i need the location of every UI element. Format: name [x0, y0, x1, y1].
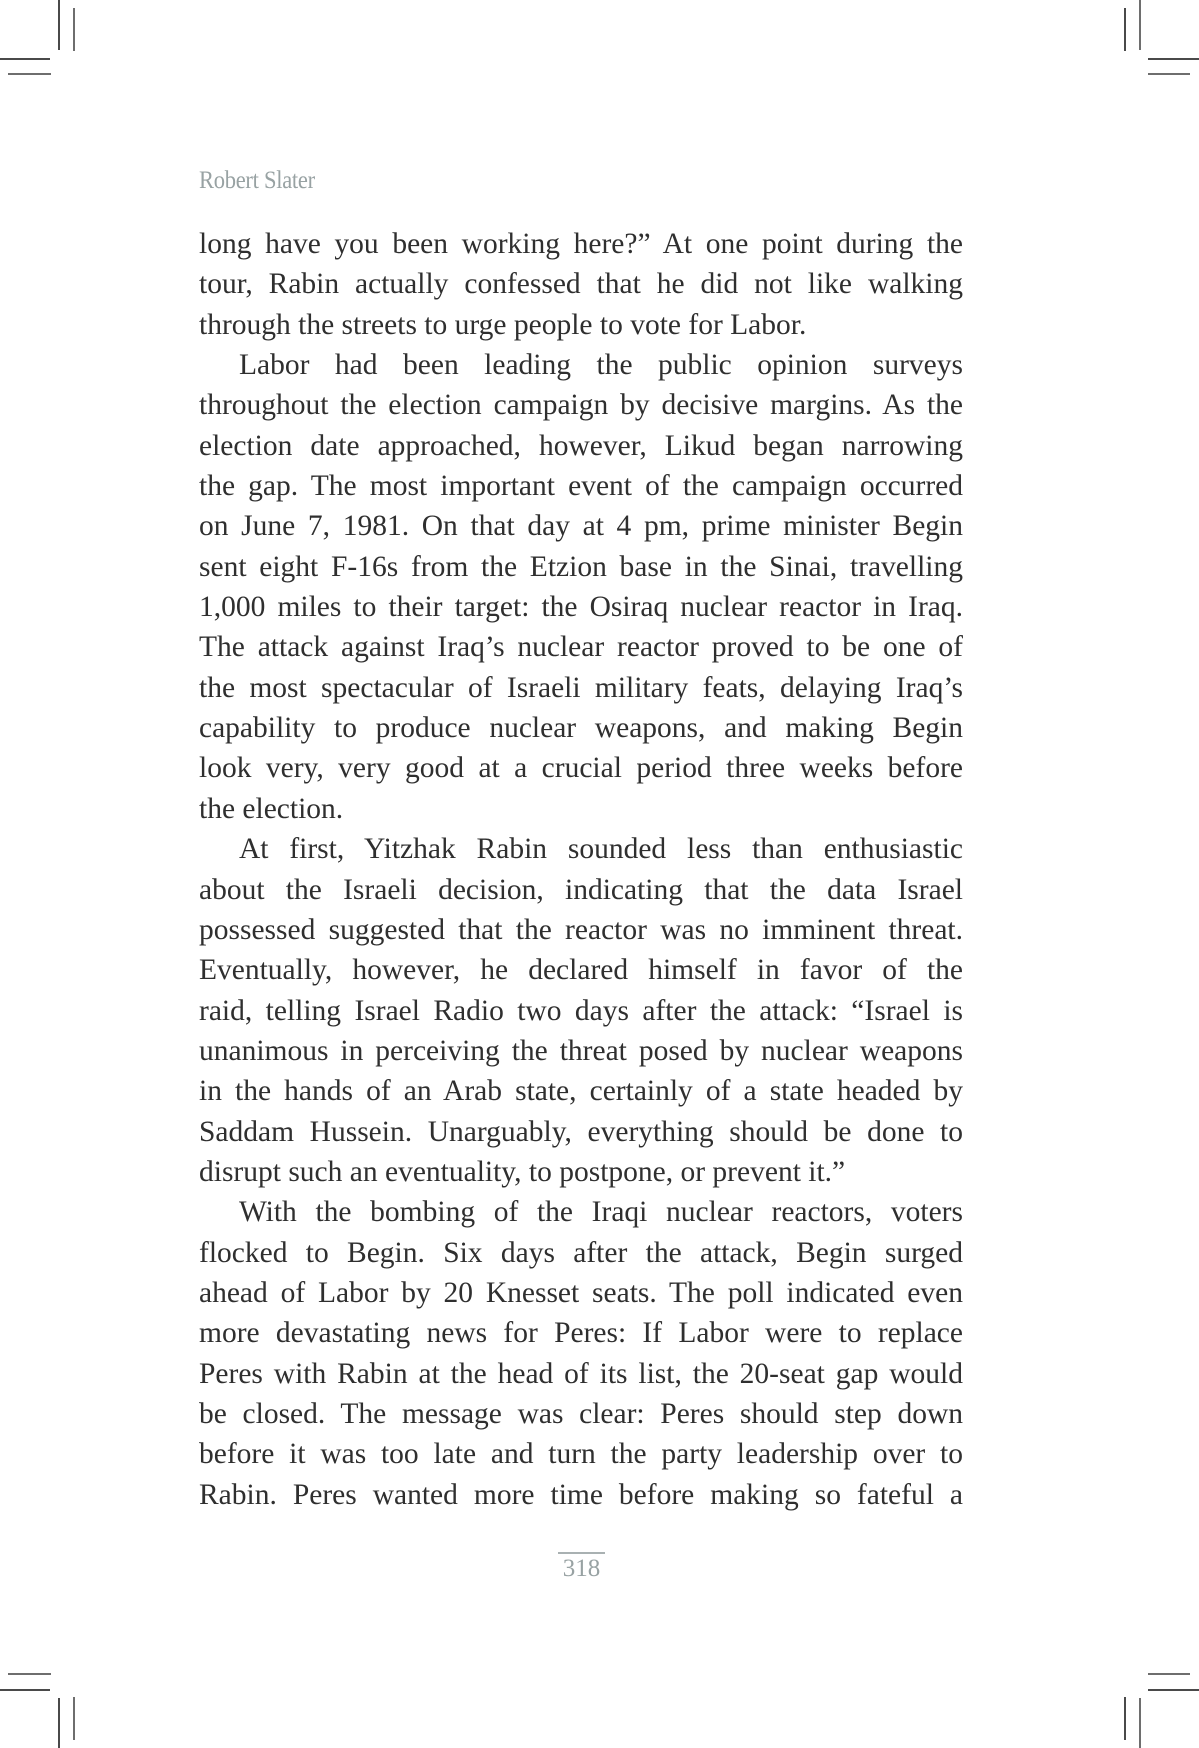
text-line: disrupt such an eventuality, to postpone, or prevent it.”	[199, 1155, 846, 1188]
crop-mark-line	[1148, 73, 1190, 75]
crop-mark-line	[73, 8, 75, 51]
text-line: be closed. The message was clear: Peres should step down	[199, 1397, 963, 1430]
text-line: sent eight F-16s from the Etzion base in the Sinai, travelling	[199, 550, 963, 583]
crop-mark-line	[1139, 0, 1141, 50]
paragraph	[199, 345, 963, 829]
text-line: With the bombing of the Iraqi nuclear reactors, voters	[239, 1196, 963, 1229]
text-line: more devastating news for Peres: If Labor were to replace	[199, 1317, 963, 1350]
text-line: through the streets to urge people to vote for Labor.	[199, 308, 807, 341]
crop-mark-line	[58, 0, 60, 50]
crop-mark-line	[73, 1697, 75, 1740]
text-line: before it was too late and turn the party leadership over to	[199, 1438, 963, 1471]
paragraph	[199, 829, 963, 1192]
paragraph	[199, 1192, 963, 1515]
crop-mark-line	[8, 1673, 51, 1675]
text-line: the election.	[199, 792, 344, 825]
crop-mark-line	[8, 73, 51, 75]
crop-mark-line	[0, 58, 50, 60]
text-line: on June 7, 1981. On that day at 4 pm, prime minister Begin	[199, 510, 963, 543]
crop-mark-line	[1124, 1697, 1126, 1740]
text-line: election date approached, however, Likud began narrowing	[199, 429, 963, 462]
text-line: long have you been working here?” At one point during the	[199, 228, 963, 260]
text-line: unanimous in perceiving the threat posed by nuclear weapons	[199, 1034, 963, 1067]
text-line: the most spectacular of Israeli military feats, delaying Iraq’s	[199, 671, 963, 704]
text-line: possessed suggested that the reactor was no imminent threat.	[199, 913, 963, 946]
text-line: 1,000 miles to their target: the Osiraq nuclear reactor in Iraq.	[199, 591, 963, 624]
crop-mark-line	[1139, 1698, 1141, 1748]
text-line: Rabin. Peres wanted more time before making so fateful a	[199, 1478, 963, 1511]
paragraph	[199, 224, 963, 345]
text-line: Labor had been leading the public opinion surveys	[239, 349, 963, 382]
crop-mark-line	[1148, 58, 1199, 60]
crop-mark-line	[0, 1689, 50, 1691]
text-line: flocked to Begin. Six days after the attack, Begin surged	[199, 1236, 963, 1269]
crop-mark-line	[1124, 8, 1126, 51]
text-line: capability to produce nuclear weapons, and making Begin	[199, 712, 963, 745]
crop-mark-line	[58, 1698, 60, 1748]
text-line: At first, Yitzhak Rabin sounded less than enthusiastic	[239, 833, 963, 866]
text-line: about the Israeli decision, indicating that the data Israel	[199, 873, 963, 906]
text-line: the gap. The most important event of the campaign occurred	[199, 470, 963, 503]
text-line: Eventually, however, he declared himself in favor of the	[199, 954, 963, 987]
text-line: throughout the election campaign by decisive margins. As the	[199, 389, 963, 422]
running-head: Robert Slater	[199, 167, 315, 194]
text-line: raid, telling Israel Radio two days after the attack: “Israel is	[199, 994, 963, 1027]
crop-mark-line	[1148, 1689, 1199, 1691]
text-line: Saddam Hussein. Unarguably, everything should be done to	[199, 1115, 963, 1148]
text-line: ahead of Labor by 20 Knesset seats. The poll indicated even	[199, 1276, 963, 1309]
body-text	[199, 224, 963, 1515]
crop-mark-line	[1148, 1673, 1190, 1675]
text-line: in the hands of an Arab state, certainly of a state headed by	[199, 1075, 963, 1108]
text-line: The attack against Iraq’s nuclear reactor proved to be one of	[199, 631, 963, 664]
text-line: look very, very good at a crucial period three weeks before	[199, 752, 963, 785]
text-line: tour, Rabin actually confessed that he did not like walking	[199, 268, 963, 301]
page-number: 318	[558, 1552, 605, 1584]
text-line: Peres with Rabin at the head of its list, the 20-seat gap would	[199, 1357, 963, 1390]
